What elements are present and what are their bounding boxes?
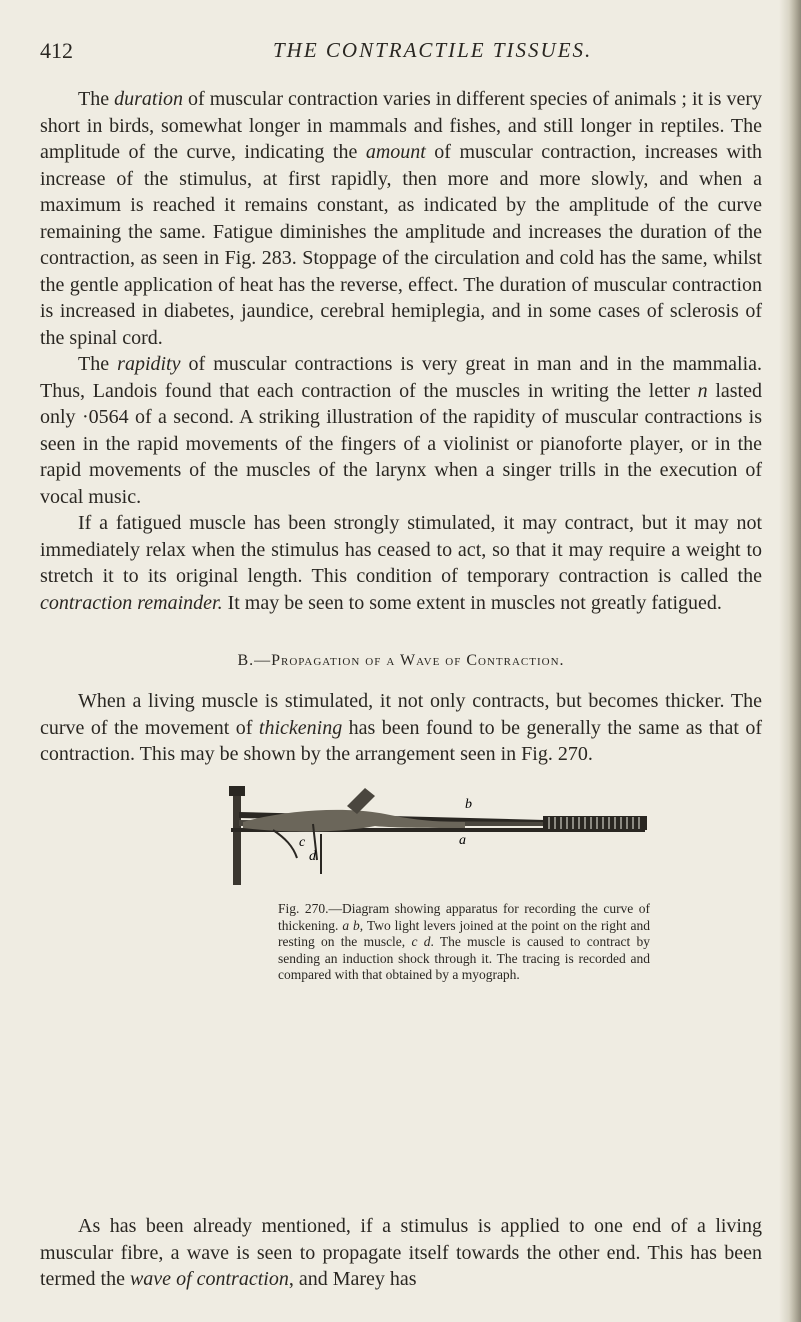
running-head: THE CONTRACTILE TISSUES. (273, 38, 593, 62)
label-d: d (309, 849, 316, 864)
body-text-top (40, 86, 762, 616)
label-c: c (299, 835, 306, 850)
body-text-bottom (40, 1213, 762, 1293)
clamp-top (347, 788, 375, 814)
wire-c (273, 830, 297, 858)
paragraph-duration: The duration of muscular contraction varies in different species of animals ; it is very short in birds, somewhat longer in mammals and fishes, and still longer in reptiles. The amplitude of the curve, indicating the amount of muscular contraction, increases with increase of the stimulus, at first rapidly, then more and more slowly, and when a maximum is reached it remains constant, as indicated by the amplitude of the curve remaining the same. Fatigue diminishes the amplitude and increases the duration of the contraction, as seen in Fig. 283. Stoppage of the circulation and cold has the same, whilst the gentle application of heat has the reverse, effect. The duration of muscular contraction is increased in diabetes, jaundice, cerebral hemiplegia, and in some cases of sclerosis of the spinal cord. (40, 88, 763, 349)
section-heading: B.—Propagation of a Wave of Contraction. (237, 652, 565, 669)
page-number: 412 (40, 38, 73, 63)
page-edge-shadow (779, 0, 801, 1322)
page-header (40, 38, 760, 68)
stand-clamp (229, 786, 245, 796)
figure-caption: Fig. 270.—Diagram showing apparatus for recording the curve of thickening. a b, Two light levers joined at the point on the right and resting on the muscle, c d. The muscle is caused to contract by sending an induction shock through it. The tracing is recorded and compared with that obtained by a myograph. (278, 901, 650, 982)
apparatus-drawing (225, 776, 655, 886)
body-text-mid (40, 688, 762, 768)
paragraph-wave-of-contraction: As has been already mentioned, if a stimulus is applied to one end of a living muscular fibre, a wave is seen to propagate itself towards the other end. This has been termed the wave of contraction, and Marey has (40, 1215, 762, 1290)
recording-drum (543, 816, 647, 830)
paragraph-rapidity: The rapidity of muscular contractions is very great in man and in the mammalia. Thus, Landois found that each contraction of the muscles in writing the letter n lasted only ·0564 of a second. A striking illustration of the rapidity of muscular contractions is seen in the rapid movements of the fingers of a violinist or pianoforte player, or in the rapid movements of the muscles of the larynx when a singer trills in the execution of vocal music. (40, 353, 762, 508)
label-a: a (459, 833, 466, 848)
paragraph-thickening: When a living muscle is stimulated, it not only contracts, but becomes thicker. The curve of the movement of thickening has been found to be generally the same as that of contraction. This may be shown by the arrangement seen in Fig. 270. (40, 690, 763, 765)
label-b: b (465, 797, 472, 812)
caption-figure-number: Fig. 270. (278, 901, 329, 916)
figure-270-diagram (225, 776, 655, 886)
stand-post (233, 790, 241, 885)
paragraph-contraction-remainder: If a fatigued muscle has been strongly stimulated, it may contract, but it may not immediately relax when the stimulus has ceased to act, so that it may require a weight to stretch it to its original length. This condition of temporary contraction is called the contraction remainder. It may be seen to some extent in muscles not greatly fatigued. (40, 512, 762, 614)
